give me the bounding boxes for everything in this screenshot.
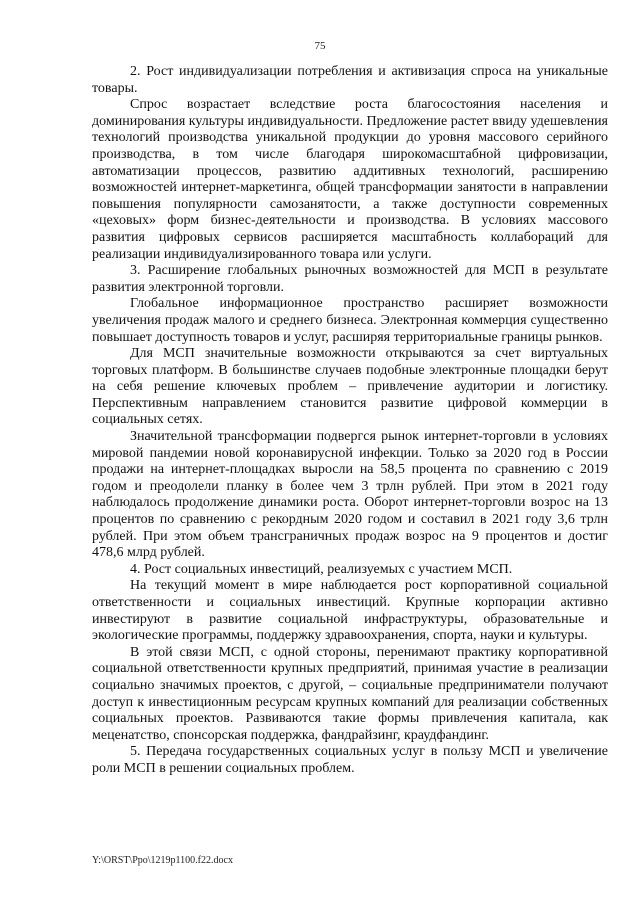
document-body <box>92 64 608 778</box>
file-path-footer: Y:\ORST\Ppo\1219p1100.f22.docx <box>92 855 233 866</box>
paragraph: На текущий момент в мире наблюдается рост корпоративной социальной ответственности и социальных инвестиций. Крупные корпорации активно инвестируют в развитие социальной инфраструктуры, образовательные и экологические программы, поддержку здравоохранения, спорта, науки и культуры. <box>92 578 608 644</box>
item-heading-3: 3. Расширение глобальных рыночных возможностей для МСП в результате развития электронной торговли. <box>92 263 608 295</box>
paragraph: Спрос возрастает вследствие роста благосостояния населения и доминирования культуры индивидуальности. Предложение растет ввиду удешевления технологий производства уникальной продукции до уровня массового серийного производства, в том числе благодаря широкомасштабной цифровизации, автоматизации процессов, развитию аддитивных технологий, расширению возможностей интернет-маркетинга, общей трансформации занятости в направлении повышения популярности самозанятости, а также доступности современных «цеховых» форм бизнес-деятельности и производства. В условиях массового развития цифровых сервисов расширяется масштабность коллабораций для реализации индивидуализированного товара или услуги. <box>92 97 608 262</box>
page-number: 75 <box>314 40 326 52</box>
paragraph: Глобальное информационное пространство расширяет возможности увеличения продаж малого и среднего бизнеса. Электронная коммерция существенно повышает доступность товаров и услуг, расширяя территориальные границы рынков. <box>92 296 608 345</box>
item-heading-2: 2. Рост индивидуализации потребления и активизация спроса на уникальные товары. <box>92 64 608 96</box>
item-heading-4: 4. Рост социальных инвестиций, реализуемых с участием МСП. <box>130 561 513 577</box>
paragraph: Значительной трансформации подвергся рынок интернет-торговли в условиях мировой пандемии новой коронавирусной инфекции. Только за 2020 год в России продажи на интернет-площадках выросли на 58,5 процента по сравнению с 2019 годом и преодолели планку в более чем 3 трлн рублей. При этом в 2021 году наблюдалось продолжение динамики роста. Оборот интернет-торговли возрос на 13 процентов по сравнению с рекордным 2020 годом и составил в 2021 году 3,6 трлн рублей. При этом объем трансграничных продаж возрос на 9 процентов и достиг 478,6 млрд рублей. <box>92 429 608 561</box>
paragraph: Для МСП значительные возможности открываются за счет виртуальных торговых платформ. В большинстве случаев подобные электронные площадки берут на себя решение ключевых проблем – привлечение аудитории и логистику. Перспективным направлением становится развитие цифровой коммерции в социальных сетях. <box>92 346 608 428</box>
item-heading-5: 5. Передача государственных социальных услуг в пользу МСП и увеличение роли МСП в решении социальных проблем. <box>92 744 608 776</box>
paragraph: В этой связи МСП, с одной стороны, перенимают практику корпоративной социальной ответственности крупных предприятий, принимая участие в реализации социально значимых проектов, с другой, – социальные предприниматели получают доступ к инвестиционным ресурсам крупных компаний для реализации собственных социальных проектов. Развиваются такие формы привлечения капитала, как меценатство, спонсорская поддержка, фандрайзинг, краудфандинг. <box>92 644 608 743</box>
